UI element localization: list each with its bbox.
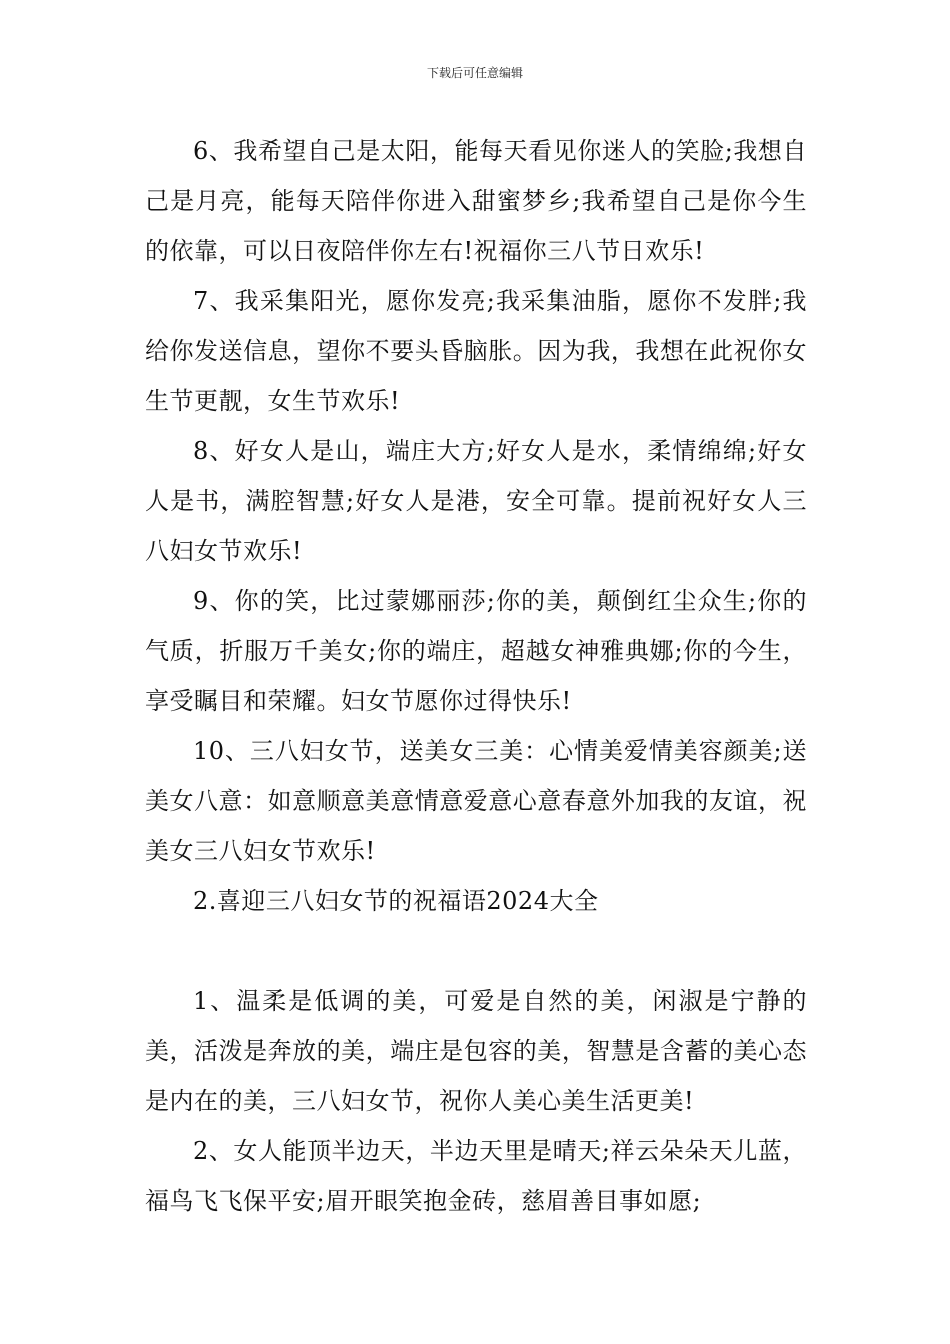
paragraph-s2-1: 1、温柔是低调的美，可爱是自然的美，闲淑是宁静的美，活泼是奔放的美，端庄是包容的美，智慧是含蓄的美心态是内在的美，三八妇女节，祝你人美心美生活更美! xyxy=(145,987,807,1115)
document-body xyxy=(145,126,807,1226)
page-header-note: 下载后可任意编辑 xyxy=(426,66,523,80)
paragraph-7: 7、我采集阳光，愿你发亮;我采集油脂，愿你不发胖;我给你发送信息，望你不要头昏脑胀。因为我，我想在此祝你女生节更靓，女生节欢乐! xyxy=(145,287,807,415)
paragraph-9: 9、你的笑，比过蒙娜丽莎;你的美，颠倒红尘众生;你的气质，折服万千美女;你的端庄，超越女神雅典娜;你的今生，享受瞩目和荣耀。妇女节愿你过得快乐! xyxy=(145,587,807,715)
paragraph-s2-2: 2、女人能顶半边天，半边天里是晴天;祥云朵朵天儿蓝，福鸟飞飞保平安;眉开眼笑抱金砖，慈眉善目事如愿; xyxy=(145,1137,807,1215)
section-heading: 2.喜迎三八妇女节的祝福语2024大全 xyxy=(193,887,599,915)
paragraph-6: 6、我希望自己是太阳，能每天看见你迷人的笑脸;我想自己是月亮，能每天陪伴你进入甜蜜梦乡;我希望自己是你今生的依靠，可以日夜陪伴你左右!祝福你三八节日欢乐! xyxy=(145,137,807,265)
paragraph-8: 8、好女人是山，端庄大方;好女人是水，柔情绵绵;好女人是书，满腔智慧;好女人是港，安全可靠。提前祝好女人三八妇女节欢乐! xyxy=(145,437,807,565)
paragraph-10: 10、三八妇女节，送美女三美：心情美爱情美容颜美;送美女八意：如意顺意美意情意爱意心意春意外加我的友谊，祝美女三八妇女节欢乐! xyxy=(145,737,807,865)
